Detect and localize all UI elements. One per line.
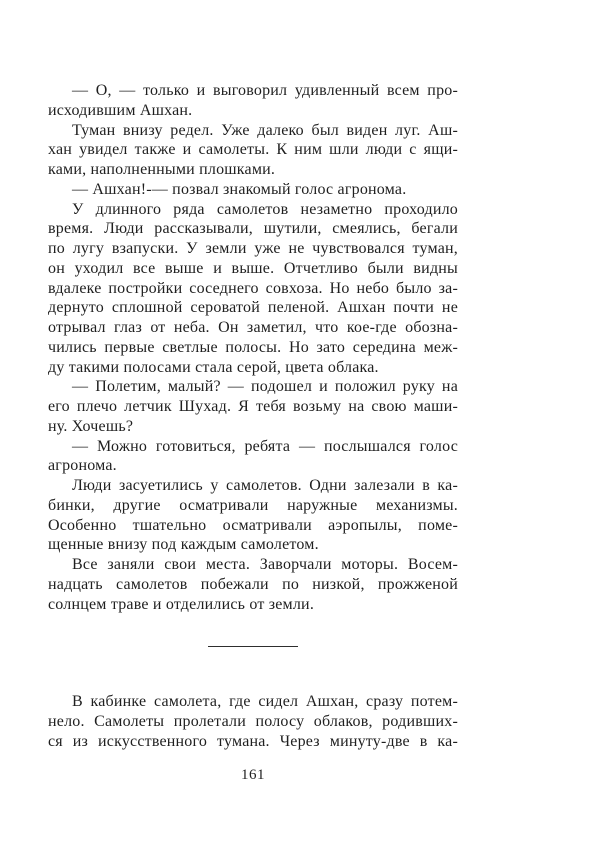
text-line: по лугу взапуски. У земли уже не чувствовался туман, <box>48 240 458 257</box>
text-line: агронома. <box>48 457 117 475</box>
text-line: дернуто сплошной сероватой пеленой. Ашхан почти не <box>48 299 458 317</box>
text-line: солнцем траве и отделились от земли. <box>48 595 315 613</box>
page-number: 161 <box>241 767 265 783</box>
text-line: Все заняли свои места. Заворчали моторы. Восем- <box>72 556 458 573</box>
text-line: — Ашхан!-— позвал знакомый голос агронома. <box>72 180 407 198</box>
main-text-block <box>48 81 458 614</box>
text-line: Особенно тшательно осматривали аэропылы, поме- <box>48 516 458 534</box>
text-line: нело. Самолеты пролетали полосу облаков, родивших- <box>48 712 458 730</box>
text-line: исходившим Ашхан. <box>48 101 193 119</box>
text-line: Туман внизу редел. Уже далеко был виден луг. Аш- <box>72 121 458 139</box>
text-line: бинки, другие осматривали наружные механизмы. <box>48 496 458 514</box>
text-line: ками, наполненными плошками. <box>48 161 276 178</box>
text-line: — Полетим, малый? — подошел и положил руку на <box>72 378 458 396</box>
text-line: У длинного ряда самолетов незаметно проходило <box>72 200 458 218</box>
text-line: вдалеке постройки соседнего совхоза. Но небо было за- <box>48 279 458 297</box>
text-line: хан увидел также и самолеты. К ним шли люди с ящи- <box>48 141 458 159</box>
text-line: щенные внизу под каждым самолетом. <box>48 536 319 554</box>
text-line: Люди засуетились у самолетов. Одни залезали в ка- <box>72 477 458 494</box>
text-line: отрывал глаз от неба. Он заметил, что кое-где обозна- <box>48 319 458 336</box>
text-line: надцать самолетов побежали по низкой, прожженой <box>48 575 458 593</box>
text-line: — Можно готовиться, ребята — послышался голос <box>72 437 458 455</box>
continuation-text-block <box>48 692 458 751</box>
text-line: время. Люди рассказывали, шутили, смеялись, бегали <box>48 220 458 238</box>
text-line: — О, — только и выговорил удивленный всем про- <box>72 82 458 99</box>
text-line: чились первые светлые полосы. Но зато середина меж- <box>48 338 458 356</box>
text-line: ся из искусственного тумана. Через минуту-две в ка- <box>48 732 458 750</box>
text-line: В кабинке самолета, где сидел Ашхан, сразу потем- <box>72 693 458 710</box>
section-divider <box>208 646 298 647</box>
text-line: он уходил все выше и выше. Отчетливо были видны <box>48 259 458 277</box>
text-line: ду такими полосами стала серой, цвета облака. <box>48 358 379 376</box>
text-line: его плечо летчик Шухад. Я тебя возьму на свою маши- <box>48 398 458 415</box>
text-line: ну. Хочешь? <box>48 417 134 435</box>
